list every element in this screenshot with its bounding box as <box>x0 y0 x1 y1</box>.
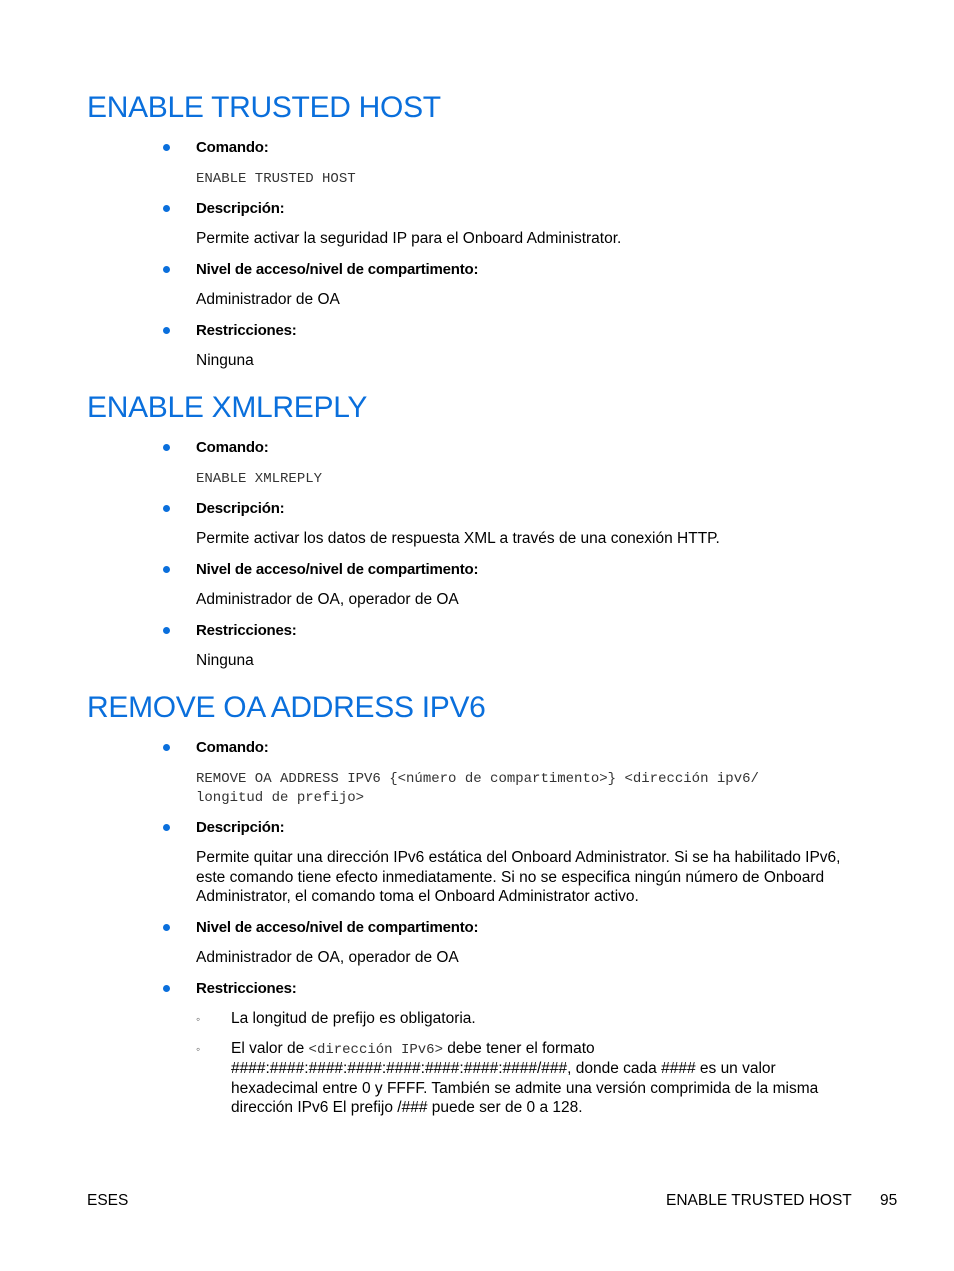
descripcion-label: Descripción: <box>196 200 285 217</box>
restriccion-item-2-line-4: dirección IPv6 El prefijo /### puede ser de 0 a 128. <box>231 1099 583 1116</box>
restriccion-item-1: La longitud de prefijo es obligatoria. <box>231 1010 476 1027</box>
sub-bullet-icon: ◦ <box>196 1012 201 1026</box>
sub-bullet-icon: ◦ <box>196 1042 201 1056</box>
command-text: ENABLE XMLREPLY <box>196 471 323 487</box>
command-text-line-2: longitud de prefijo> <box>196 790 365 806</box>
descripcion-text-line-3: Administrator, el comando toma el Onboard Administrator activo. <box>196 888 639 905</box>
nivel-label: Nivel de acceso/nivel de compartimento: <box>196 261 479 278</box>
bullet-icon <box>163 205 170 212</box>
restriccion-item-2-line-1 <box>231 1039 595 1060</box>
section-title-remove-oa-address-ipv6: REMOVE OA ADDRESS IPV6 <box>87 691 486 724</box>
bullet-icon <box>163 924 170 931</box>
comando-label: Comando: <box>196 739 269 756</box>
comando-label: Comando: <box>196 139 269 156</box>
bullet-icon <box>163 566 170 573</box>
footer-locale: ESES <box>87 1192 129 1209</box>
nivel-label: Nivel de acceso/nivel de compartimento: <box>196 919 479 936</box>
restriccion-item-2-suffix: debe tener el formato <box>442 1040 595 1057</box>
command-text-line-1: REMOVE OA ADDRESS IPV6 {<número de compartimento>} <dirección ipv6/ <box>196 771 759 787</box>
nivel-label: Nivel de acceso/nivel de compartimento: <box>196 561 479 578</box>
restricciones-text: Ninguna <box>196 352 254 369</box>
footer-page-number: 95 <box>880 1192 898 1209</box>
nivel-text: Administrador de OA, operador de OA <box>196 591 459 608</box>
bullet-icon <box>163 627 170 634</box>
restricciones-label: Restricciones: <box>196 622 297 639</box>
restriccion-item-2-prefix: El valor de <box>231 1040 309 1057</box>
section-title-enable-xmlreply: ENABLE XMLREPLY <box>87 391 368 424</box>
descripcion-text: Permite activar la seguridad IP para el Onboard Administrator. <box>196 230 622 247</box>
restriccion-item-2-line-3: hexadecimal entre 0 y FFFF. También se admite una versión comprimida de la misma <box>231 1080 819 1097</box>
comando-label: Comando: <box>196 439 269 456</box>
restricciones-label: Restricciones: <box>196 980 297 997</box>
bullet-icon <box>163 985 170 992</box>
bullet-icon <box>163 505 170 512</box>
nivel-text: Administrador de OA <box>196 291 340 308</box>
footer-section-title: ENABLE TRUSTED HOST <box>666 1192 852 1209</box>
descripcion-label: Descripción: <box>196 819 285 836</box>
descripcion-text-line-2: este comando tiene efecto inmediatamente. Si no se especifica ningún número de Onboard <box>196 869 825 886</box>
descripcion-text-line-1: Permite quitar una dirección IPv6 estática del Onboard Administrator. Si se ha habilitado IPv6, <box>196 849 841 866</box>
bullet-icon <box>163 327 170 334</box>
descripcion-text: Permite activar los datos de respuesta XML a través de una conexión HTTP. <box>196 530 720 547</box>
bullet-icon <box>163 824 170 831</box>
restricciones-label: Restricciones: <box>196 322 297 339</box>
nivel-text: Administrador de OA, operador de OA <box>196 949 459 966</box>
bullet-icon <box>163 144 170 151</box>
bullet-icon <box>163 266 170 273</box>
section-title-enable-trusted-host: ENABLE TRUSTED HOST <box>87 91 441 124</box>
command-text: ENABLE TRUSTED HOST <box>196 171 356 187</box>
bullet-icon <box>163 744 170 751</box>
inline-code: <dirección IPv6> <box>308 1042 443 1058</box>
restricciones-text: Ninguna <box>196 652 254 669</box>
restriccion-item-2-line-2: ####:####:####:####:####:####:####:####/###, donde cada #### es un valor <box>231 1060 776 1077</box>
descripcion-label: Descripción: <box>196 500 285 517</box>
bullet-icon <box>163 444 170 451</box>
